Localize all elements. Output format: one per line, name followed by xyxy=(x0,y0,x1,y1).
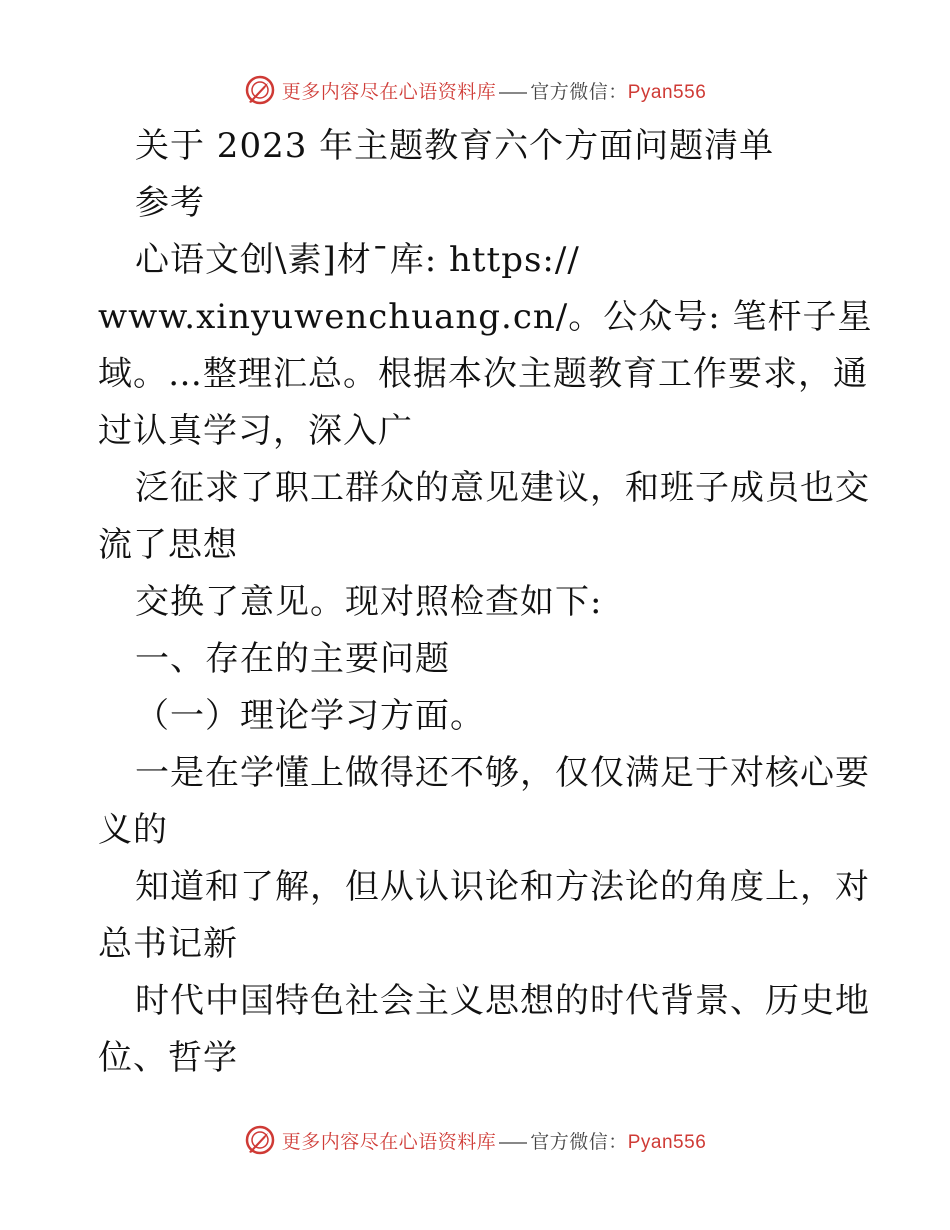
banner-text xyxy=(282,1127,707,1154)
banner-brand-text: 更多内容尽在心语资料库 xyxy=(281,80,497,103)
pen-logo-icon xyxy=(244,1124,276,1156)
banner-wechat-label: 官方微信： xyxy=(530,80,628,103)
document-line: 心语文创\素]材¯库: https:// xyxy=(135,240,580,280)
footer-banner xyxy=(0,1120,950,1160)
banner-wechat-id: Pyan556 xyxy=(627,1131,707,1153)
document-line: 流了思想 xyxy=(98,525,238,565)
pen-logo-icon xyxy=(244,74,276,106)
document-body xyxy=(98,118,873,1087)
document-line: 总书记新 xyxy=(98,924,238,964)
document-line: 交换了意见。现对照检查如下: xyxy=(135,582,603,622)
section-heading: 一、存在的主要问题 xyxy=(135,639,450,679)
document-line: 过认真学习，深入广 xyxy=(98,411,413,451)
banner-brand-text: 更多内容尽在心语资料库 xyxy=(281,1130,497,1153)
document-line: 参考 xyxy=(135,183,205,223)
document-line: 知道和了解，但从认识论和方法论的角度上，对 xyxy=(135,867,870,907)
document-line: 域。…整理汇总。根据本次主题教育工作要求，通 xyxy=(98,354,868,394)
document-line: 时代中国特色社会主义思想的时代背景、历史地 xyxy=(135,981,870,1021)
document-line: www.xinyuwenchuang.cn/。公众号: 笔杆子星 xyxy=(98,297,873,337)
document-line: 义的 xyxy=(98,810,168,850)
banner-wechat-id: Pyan556 xyxy=(627,81,707,103)
document-line: 泛征求了职工群众的意见建议，和班子成员也交 xyxy=(135,468,870,508)
subsection-heading: （一）理论学习方面。 xyxy=(135,696,485,736)
banner-dash xyxy=(499,1142,527,1144)
banner-dash xyxy=(499,92,527,94)
header-banner xyxy=(0,70,950,110)
document-line: 一是在学懂上做得还不够，仅仅满足于对核心要 xyxy=(135,753,870,793)
banner-text xyxy=(282,77,707,104)
banner-wechat-label: 官方微信： xyxy=(530,1130,628,1153)
document-line: 位、哲学 xyxy=(98,1038,238,1078)
document-title: 关于 2023 年主题教育六个方面问题清单 xyxy=(135,126,775,166)
